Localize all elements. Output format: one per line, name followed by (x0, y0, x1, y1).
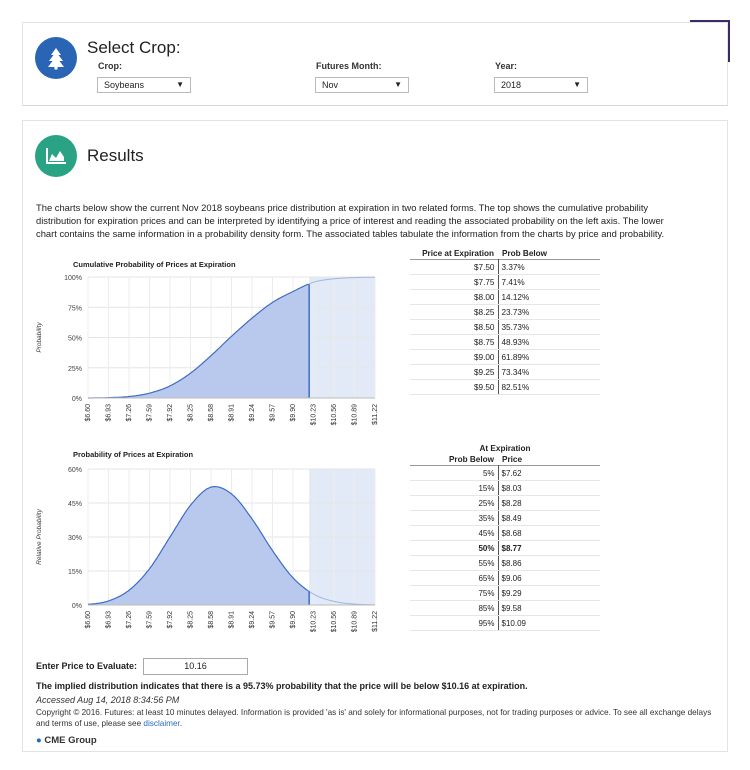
prob-below-cell: 73.34% (498, 365, 600, 380)
prob-below-cell: 55% (410, 556, 498, 571)
x-tick-label: $11.22 (372, 404, 379, 425)
x-tick-label: $8.25 (187, 404, 195, 422)
column-header: Price at Expiration (422, 249, 494, 258)
x-tick-label: $10.89 (351, 404, 359, 426)
prob-below-cell: 65% (410, 571, 498, 586)
x-tick-label: $10.56 (331, 404, 338, 426)
prob-below-cell: 23.73% (498, 305, 600, 320)
probability-price-table (410, 443, 600, 631)
price-cell: $10.09 (498, 616, 600, 631)
x-tick-label: $7.26 (126, 404, 133, 422)
price-cell: $8.86 (498, 556, 600, 571)
y-tick-label: 45% (67, 501, 82, 508)
x-tick-label: $9.90 (290, 611, 297, 629)
cme-brand-text: CME Group (44, 735, 97, 746)
x-tick-label: $10.89 (351, 611, 359, 632)
caret-down-icon: ▼ (176, 80, 184, 89)
table-row (410, 601, 600, 616)
price-cell: $9.58 (498, 601, 600, 616)
globe-icon: ● (36, 735, 42, 746)
table-row (410, 541, 600, 556)
month-select-value: Nov (322, 80, 339, 90)
crop-select-value: Soybeans (104, 80, 145, 90)
table-row (410, 586, 600, 601)
price-cell: $9.06 (498, 571, 600, 586)
results-description: The charts below show the current Nov 2018 soybeans price distribution at expiration in two related forms. The top shows the cumulative probability distribution for expiration prices and can be interpreted by identifying a price of interest and reading the associated probability on the left axis. The lower chart contains the same information in a probability density form. The associated tables tabulate the information from the charts by price and probability. (36, 202, 665, 239)
prob-below-cell: 45% (410, 526, 498, 541)
evaluate-label: Enter Price to Evaluate: (36, 661, 138, 671)
area-chart-icon (35, 135, 77, 177)
x-tick-label: $11.22 (372, 611, 379, 632)
x-tick-label: $6.60 (85, 404, 92, 422)
prob-below-cell: 85% (410, 601, 498, 616)
price-cell: $8.50 (410, 320, 498, 335)
table-row (410, 305, 600, 320)
area-fill (88, 284, 309, 398)
price-cell: $7.50 (410, 260, 498, 275)
prob-below-cell: 48.93% (498, 335, 600, 350)
crop-select[interactable] (97, 77, 191, 93)
results-panel (22, 120, 728, 752)
column-header: Prob Below (502, 249, 548, 258)
y-axis-label: Relative Probability (36, 509, 43, 565)
prob-below-cell: 75% (410, 586, 498, 601)
x-tick-label: $7.92 (167, 404, 174, 422)
table-row (410, 365, 600, 380)
table-row (410, 260, 600, 275)
prob-below-cell: 82.51% (498, 380, 600, 395)
implied-result-text: The implied distribution indicates that there is a 95.73% probability that the price will be below $10.16 at expiration. (36, 681, 528, 691)
prob-below-cell: 61.89% (498, 350, 600, 365)
y-tick-label: 60% (67, 467, 82, 474)
copyright-text (36, 707, 726, 729)
x-tick-label: $7.59 (146, 404, 154, 422)
caret-down-icon: ▼ (573, 80, 581, 89)
select-crop-title: Select Crop: (87, 38, 181, 57)
y-tick-label: 100% (64, 275, 82, 282)
area-fill (88, 487, 309, 605)
accessed-timestamp: Accessed Aug 14, 2018 8:34:56 PM (36, 695, 180, 705)
crop-label: Crop: (98, 61, 122, 71)
table-row (410, 511, 600, 526)
y-tick-label: 0% (71, 396, 82, 403)
price-cell: $9.00 (410, 350, 498, 365)
x-tick-label: $9.90 (290, 404, 297, 422)
table-row (410, 320, 600, 335)
copyright-body: Copyright © 2016. Futures: at least 10 minutes delayed. Information is provided 'as is' and solely for informational purposes, not for trading purposes or advice. To see all exchange delays and terms of use, please see (36, 708, 712, 728)
x-tick-label: $8.58 (208, 611, 215, 629)
price-cell: $8.25 (410, 305, 498, 320)
table-row (410, 496, 600, 511)
prob-below-cell: 7.41% (498, 275, 600, 290)
results-title: Results (87, 146, 144, 165)
x-tick-label: $8.58 (208, 404, 215, 422)
price-cell: $9.29 (498, 586, 600, 601)
table-row (410, 616, 600, 631)
x-tick-label: $9.24 (249, 611, 256, 629)
caret-down-icon: ▼ (394, 80, 402, 89)
x-tick-label: $9.57 (269, 611, 277, 629)
year-select[interactable] (494, 77, 588, 93)
price-cell: $8.03 (498, 481, 600, 496)
chart-density-title: Probability of Prices at Expiration (73, 450, 194, 459)
x-tick-label: $7.26 (126, 611, 133, 629)
tree-icon (35, 37, 77, 79)
y-tick-label: 75% (67, 305, 82, 313)
copyright-end: . (179, 719, 183, 728)
x-tick-label: $7.59 (146, 611, 154, 629)
table-row (410, 275, 600, 290)
prob-below-cell: 15% (410, 481, 498, 496)
table-row (410, 526, 600, 541)
x-tick-label: $10.23 (310, 404, 318, 426)
prob-below-cell: 5% (410, 466, 498, 481)
y-tick-label: 0% (71, 603, 82, 610)
table-row (410, 350, 600, 365)
price-cell: $9.25 (410, 365, 498, 380)
price-cell: $8.68 (498, 526, 600, 541)
table-row (410, 335, 600, 350)
prob-below-cell: 50% (410, 541, 498, 556)
x-tick-label: $10.56 (331, 611, 338, 632)
price-cell: $8.49 (498, 511, 600, 526)
select-crop-panel (22, 22, 728, 106)
futures-month-select[interactable] (315, 77, 409, 93)
cme-group-brand (36, 735, 97, 746)
table-row (410, 556, 600, 571)
price-cell: $8.77 (498, 541, 600, 556)
probability-density-chart (29, 457, 381, 632)
table-row (410, 380, 600, 395)
year-select-value: 2018 (501, 80, 522, 90)
prob-below-cell: 35.73% (498, 320, 600, 335)
disclaimer-link[interactable]: disclaimer (143, 719, 180, 728)
x-tick-label: $8.91 (228, 611, 236, 629)
column-header: Prob Below (448, 455, 494, 464)
table-row (410, 290, 600, 305)
group-header: At Expiration (479, 444, 531, 453)
y-tick-label: 30% (67, 535, 82, 542)
prob-below-cell: 3.37% (498, 260, 600, 275)
table-row (410, 571, 600, 586)
price-cell: $8.75 (410, 335, 498, 350)
table-row (410, 481, 600, 496)
table-row (410, 466, 600, 481)
chart-cumulative-title: Cumulative Probability of Prices at Expiration (73, 260, 236, 269)
price-cell: $9.50 (410, 380, 498, 395)
y-tick-label: 25% (67, 365, 82, 373)
prob-below-cell: 95% (410, 616, 498, 631)
x-tick-label: $8.91 (228, 404, 236, 422)
x-tick-label: $8.25 (187, 611, 195, 629)
price-cell: $7.62 (498, 466, 600, 481)
x-tick-label: $6.93 (105, 611, 113, 629)
prob-below-cell: 14.12% (498, 290, 600, 305)
x-tick-label: $9.57 (269, 404, 277, 422)
prob-below-cell: 35% (410, 511, 498, 526)
y-axis-label: Probability (36, 322, 43, 353)
price-cell: $8.00 (410, 290, 498, 305)
x-tick-label: $6.60 (85, 611, 92, 629)
year-label: Year: (495, 61, 518, 71)
x-tick-label: $7.92 (167, 611, 174, 629)
prob-below-cell: 25% (410, 496, 498, 511)
cumulative-probability-chart (29, 267, 381, 437)
column-header: Price (502, 455, 523, 464)
y-tick-label: 15% (67, 569, 82, 576)
x-tick-label: $6.93 (105, 404, 113, 422)
price-cell: $7.75 (410, 275, 498, 290)
price-probability-table (410, 248, 600, 395)
futures-month-label: Futures Month: (316, 61, 382, 71)
x-tick-label: $10.23 (310, 611, 318, 632)
y-tick-label: 50% (67, 335, 82, 343)
price-evaluate-input[interactable]: 10.16 (143, 658, 248, 675)
x-tick-label: $9.24 (249, 404, 256, 422)
price-cell: $8.28 (498, 496, 600, 511)
